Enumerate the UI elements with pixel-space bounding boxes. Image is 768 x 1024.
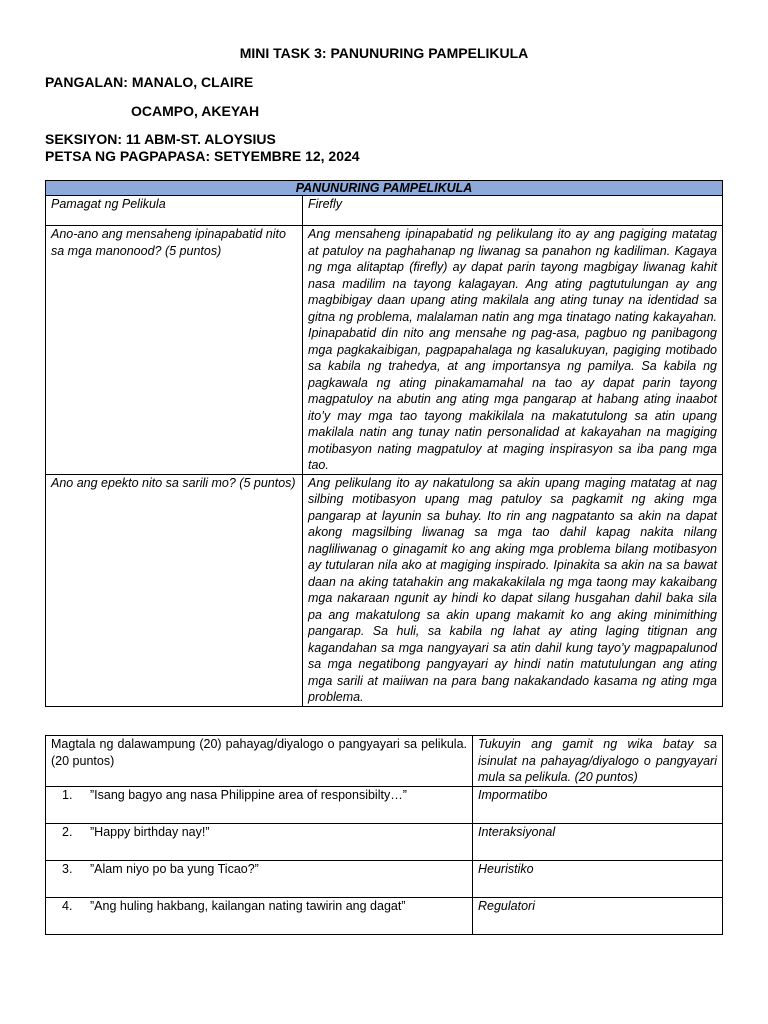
review-table	[45, 180, 723, 707]
dialogue-header: Magtala ng dalawampung (20) pahayag/diyalogo o pangyayari sa pelikula. (20 puntos)	[46, 736, 473, 787]
pangalan-label: PANGALAN: MANALO, CLAIRE	[45, 74, 254, 90]
petsa-label: PETSA NG PAGPAPASA: SETYEMBRE 12, 2024	[45, 148, 360, 164]
seksiyon-label: SEKSIYON: 11 ABM-ST. ALOYSIUS	[45, 131, 276, 147]
language-function: Regulatori	[473, 897, 723, 934]
dialogue-quote: ”Isang bagyo ang nasa Philippine area of responsibilty…”	[90, 787, 407, 802]
pangalan-second: OCAMPO, AKEYAH	[131, 103, 260, 119]
answer-cell: Ang mensaheng ipinapabatid ng pelikulang ito ay ang pagiging matatag at patuloy na paghahanap ng liwanag sa panahon ng kadiliman. Kagaya ng mga alitaptap (firefly) ay dapat parin tayong magbigay liwanag kahit nasa madilim na tayong kalagayan. Ang ating pagtutulungan ay ang magbibigay daan upang ating makilala ang ating tunay na identidad sa gitna ng problema, malalaman natin ang mga tinatago nating kakayahan. Ipinapabatid din nito ang mensahe ng pag-asa, pagbuo ng panibagong mga pagkakaibigan, pagpapahalaga ng kasalukuyan, pagiging motibado sa kabila ng trahedya, at ang importansya ng pamilya. Sa kabila ng pagkawala ng ating pinakamamahal na tao ay dapat parin tayong magpatuloy na abutin ang ating mga pangarap at habang ating inaabot ito’y may mga tao tayong makikilala na makatutulong sa atin upang makilala natin ang tunay natin personalidad at kakayahan na magiging motibasyon nating magpatuloy at maging inspirasyon sa iba pang mga tao.	[303, 226, 723, 475]
language-function: Interaksiyonal	[473, 823, 723, 860]
item-number: 4.	[62, 898, 73, 913]
table-row	[46, 897, 723, 934]
item-number: 1.	[62, 787, 73, 802]
function-header: Tukuyin ang gamit ng wika batay sa isinulat na pahayag/diyalogo o pangyayari mula sa pelikula. (20 puntos)	[473, 736, 723, 787]
page-title: MINI TASK 3: PANUNURING PAMPELIKULA	[239, 45, 529, 61]
dialogue-table	[45, 735, 723, 935]
question-cell: Ano ang epekto nito sa sarili mo? (5 puntos)	[46, 474, 303, 706]
table-row	[46, 823, 723, 860]
item-number: 2.	[62, 824, 73, 839]
table-banner: PANUNURING PAMPELIKULA	[46, 181, 723, 196]
item-number: 3.	[62, 861, 73, 876]
language-function: Impormatibo	[473, 786, 723, 823]
dialogue-quote: ”Ang huling hakbang, kailangan nating tawirin ang dagat”	[90, 898, 406, 913]
answer-cell: Firefly	[303, 196, 723, 226]
question-cell: Pamagat ng Pelikula	[46, 196, 303, 226]
answer-cell: Ang pelikulang ito ay nakatulong sa akin upang maging matatag at nag silbing motibasyon upang mag patuloy sa pagkamit ng aking mga pangarap at layunin sa buhay. Ito rin ang nagpatanto sa akin na dapat akong magsilbing liwanag sa mga tao dahil kapag nakita nilang nagliliwanag o ginagamit ko ang aking mga problema bilang motibasyon ay tutularan nila ako at magiging inspirado. Ipinakita sa akin na sa bawat daan na aking tatahakin ang makakakilala ng mga taong may kakaibang mga nakaraan ngunit ay hindi ko dapat silang husgahan dahil baka sila pa ang makatulong sa akin upang makamit ko ang aking minimithing pangarap. Sa huli, sa kabila ng lahat ay ating laging titignan ang kagandahan sa mga nangyayari sa atin dahil kung tayo’y magpapalunod sa mga negatibong pangyayari ay hindi natin matutulungan ang ating mga sarili at maiiwan na para bang nakakandado kasama ng ating mga problema.	[303, 474, 723, 706]
dialogue-quote: ”Happy birthday nay!”	[90, 824, 210, 839]
dialogue-quote: ”Alam niyo po ba yung Ticao?”	[90, 861, 259, 876]
table-row	[46, 786, 723, 823]
language-function: Heuristiko	[473, 860, 723, 897]
question-cell: Ano-ano ang mensaheng ipinapabatid nito sa mga manonood? (5 puntos)	[46, 226, 303, 475]
table-row	[46, 860, 723, 897]
